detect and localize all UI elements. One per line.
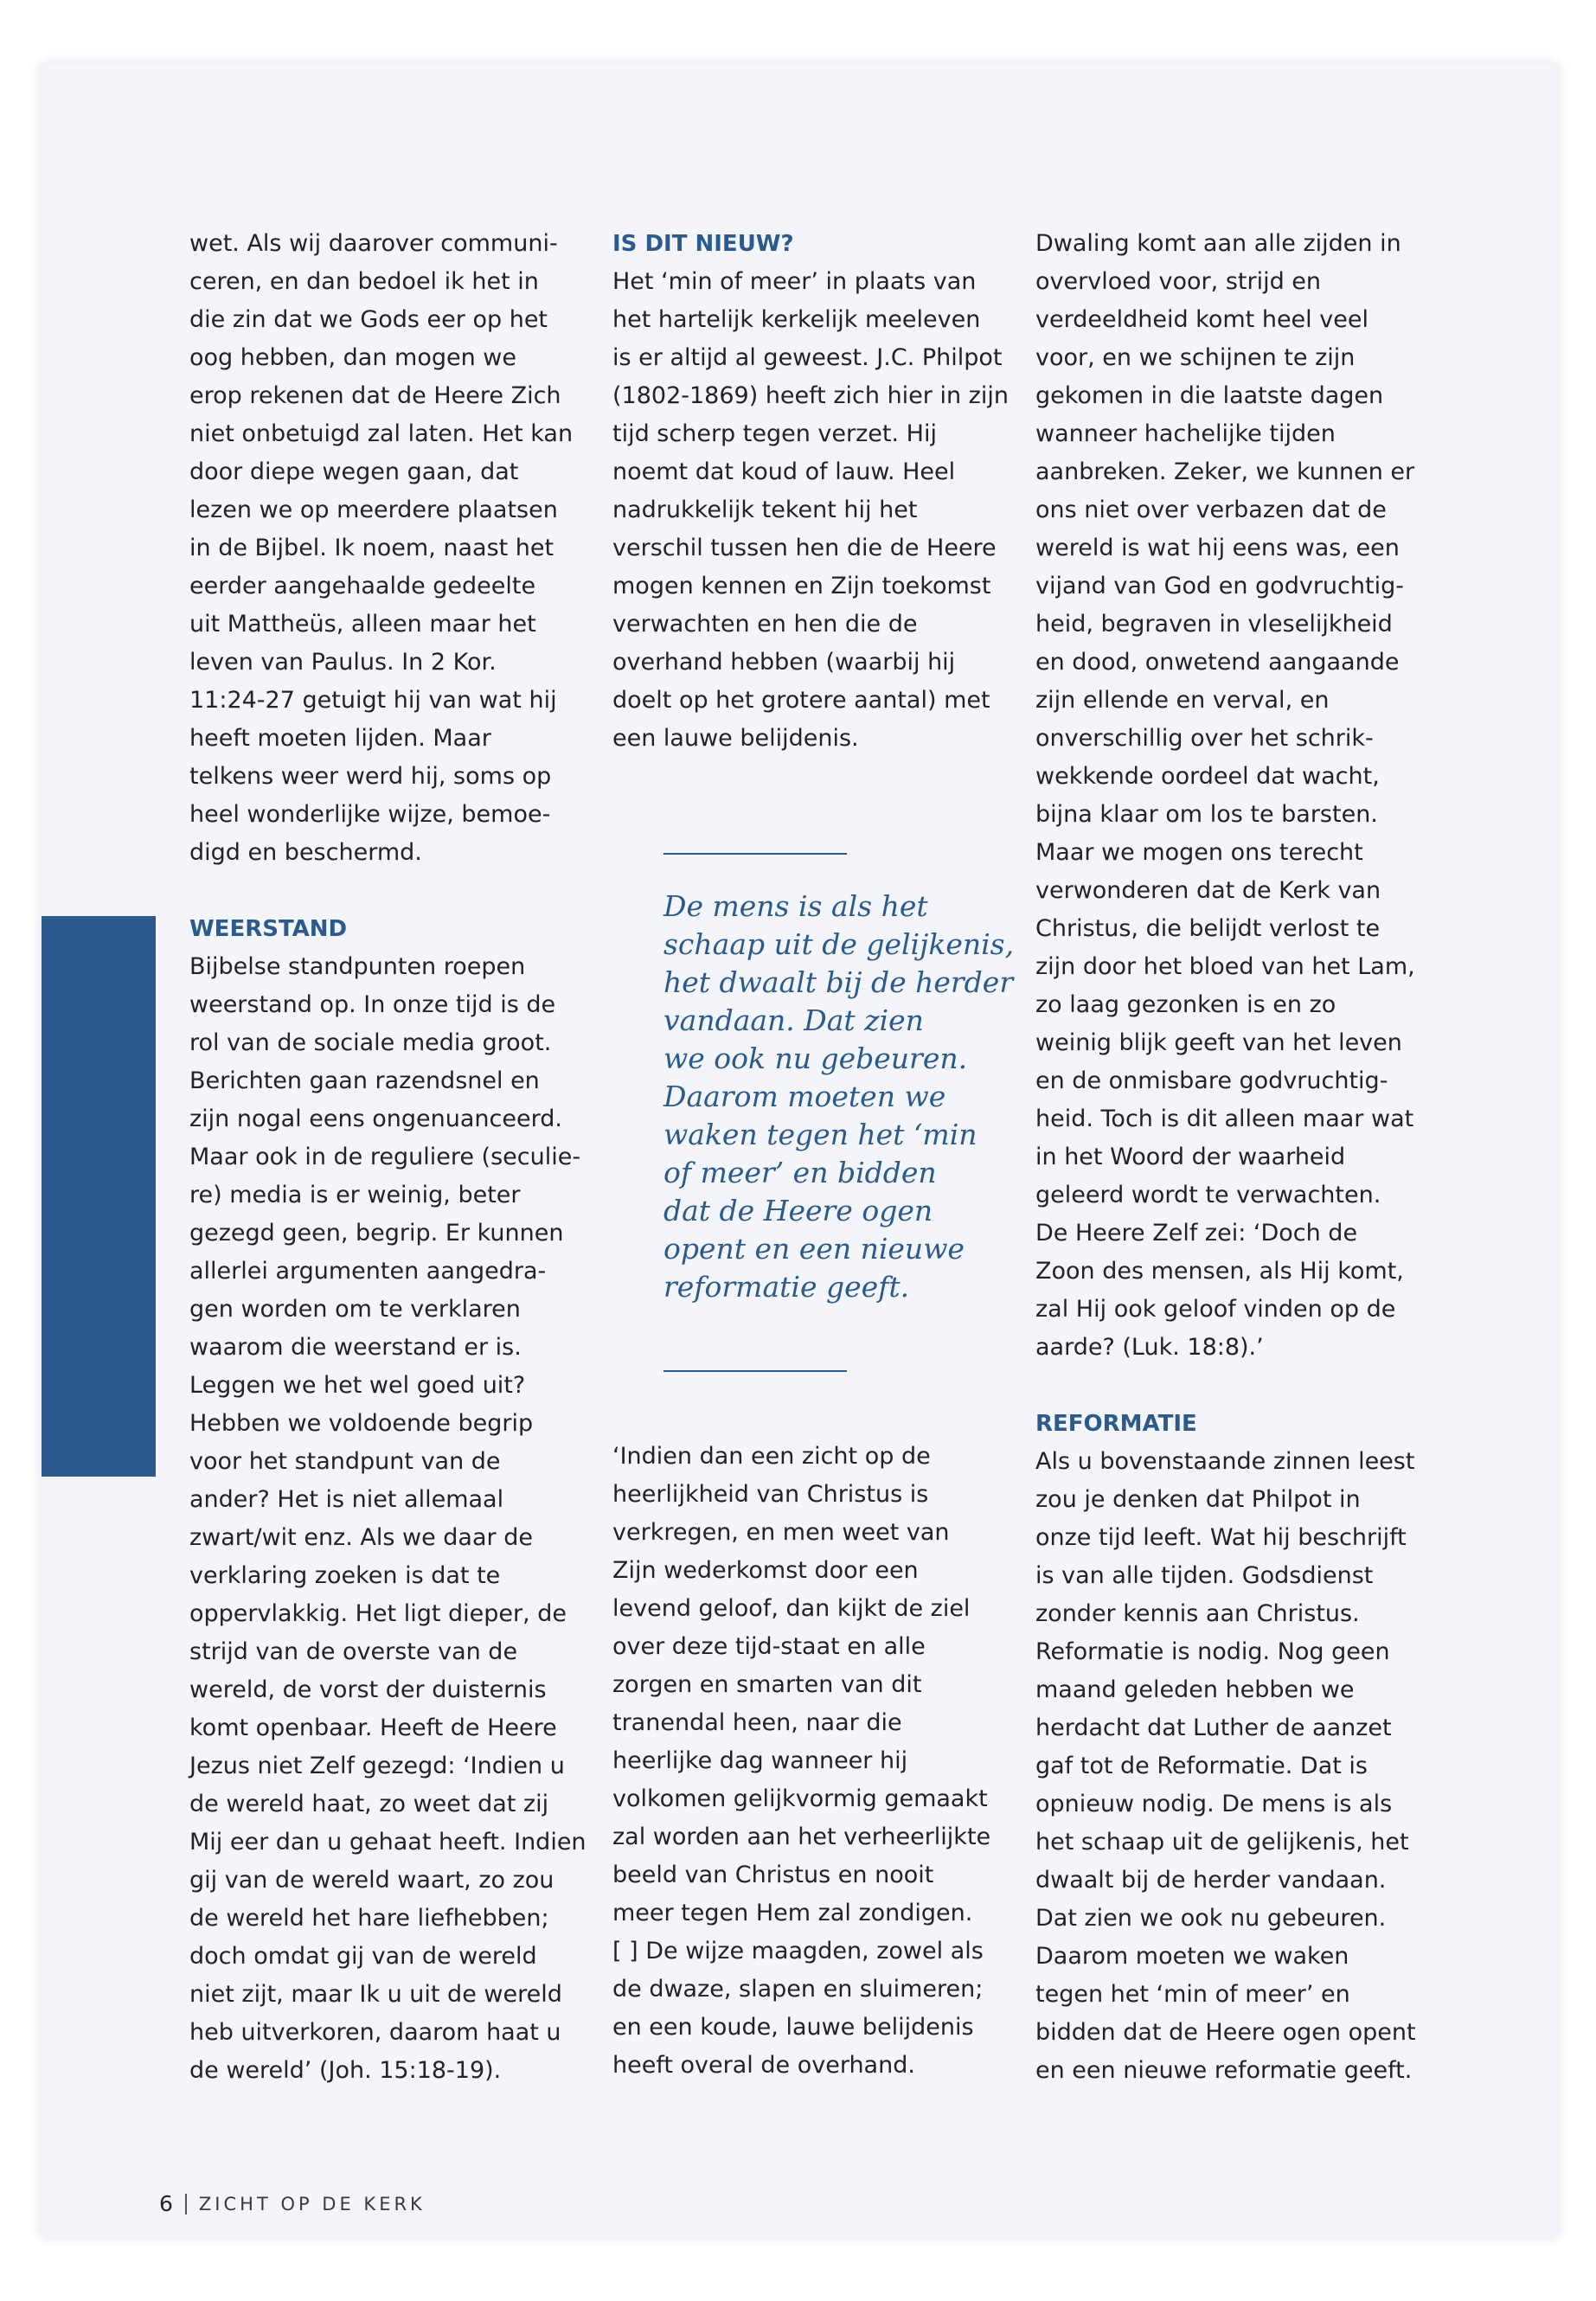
text-line: Dat zien we ook nu gebeuren.: [1035, 1905, 1387, 1932]
text-line: de dwaze, slapen en sluimeren;: [612, 1976, 984, 2003]
pull-quote-line: waken tegen het ‘min: [663, 1118, 977, 1151]
text-line: verschil tussen hen die de Heere: [612, 535, 997, 561]
text-line: Daarom moeten we waken: [1035, 1943, 1349, 1970]
text-line: herdacht dat Luther de aanzet: [1035, 1715, 1392, 1741]
paragraph-gap: [1035, 1367, 1433, 1405]
section-heading: REFORMATIE: [1035, 1411, 1197, 1437]
column-3: [1035, 225, 1433, 2090]
pull-quote: [663, 853, 1027, 1372]
page-number: 6: [159, 2191, 173, 2216]
text-line: tegen het ‘min of meer’ en: [1035, 1981, 1350, 2008]
text-line: Jezus niet Zelf gezegd: ‘Indien u: [189, 1753, 565, 1779]
paragraph-gap: [189, 872, 587, 910]
text-line: Dwaling komt aan alle zijden in: [1035, 230, 1401, 257]
column-1: [189, 225, 587, 2090]
text-line: heerlijke dag wanneer hij: [612, 1747, 908, 1774]
text-line: Leggen we het wel goed uit?: [189, 1372, 526, 1399]
text-line: verdeeldheid komt heel veel: [1035, 306, 1368, 333]
footer-separator: [185, 2194, 187, 2214]
text-line: door diepe wegen gaan, dat: [189, 458, 519, 485]
text-line: zo laag gezonken is en zo: [1035, 991, 1336, 1018]
text-line: wet. Als wij daarover communi-: [189, 230, 558, 257]
text-line: de wereld het hare liefhebben;: [189, 1905, 549, 1932]
text-line: heid. Toch is dit alleen maar wat: [1035, 1106, 1414, 1132]
text-line: tranendal heen, naar die: [612, 1709, 902, 1736]
text-line: zorgen en smarten van dit: [612, 1671, 922, 1698]
pull-quote-top-rule: [663, 853, 847, 855]
pull-quote-line: reformatie geeft.: [663, 1270, 910, 1304]
text-line: Hebben we voldoende begrip: [189, 1410, 534, 1437]
text-line: voor het standpunt van de: [189, 1448, 501, 1475]
text-line: zijn nogal eens ongenuanceerd.: [189, 1106, 562, 1132]
text-line: digd en beschermd.: [189, 839, 422, 866]
text-line: verwachten en hen die de: [612, 611, 918, 638]
text-line: niet zijt, maar Ik u uit de wereld: [189, 1981, 562, 2008]
text-line: wereld, de vorst der duisternis: [189, 1676, 547, 1703]
text-line: rol van de sociale media groot.: [189, 1029, 552, 1056]
pull-quote-line: opent en een nieuwe: [663, 1232, 965, 1266]
text-line: 11:24-27 getuigt hij van wat hij: [189, 687, 557, 714]
text-line: zijn door het bloed van het Lam,: [1035, 953, 1415, 980]
text-line: is van alle tijden. Godsdienst: [1035, 1562, 1374, 1589]
text-line: bijna klaar om los te barsten.: [1035, 801, 1378, 828]
text-line: zonder kennis aan Christus.: [1035, 1600, 1360, 1627]
text-line: waarom die weerstand er is.: [189, 1334, 522, 1361]
pull-quote-line: Daarom moeten we: [663, 1080, 946, 1113]
column-2-continued: [612, 1438, 1010, 2085]
text-line: in het Woord der waarheid: [1035, 1144, 1346, 1170]
pull-quote-line: we ook nu gebeuren.: [663, 1042, 968, 1075]
text-line: wekkende oordeel dat wacht,: [1035, 763, 1380, 790]
text-line: het hartelijk kerkelijk meeleven: [612, 306, 981, 333]
text-line: in de Bijbel. Ik noem, naast het: [189, 535, 554, 561]
text-line: Als u bovenstaande zinnen leest: [1035, 1448, 1415, 1475]
text-line: Zijn wederkomst door een: [612, 1557, 919, 1584]
accent-bar: [42, 916, 156, 1477]
section-heading: WEERSTAND: [189, 916, 348, 942]
text-line: Mij eer dan u gehaat heeft. Indien: [189, 1829, 586, 1856]
text-line: heel wonderlijke wijze, bemoe-: [189, 801, 551, 828]
text-line: heeft moeten lijden. Maar: [189, 725, 491, 752]
text-line: volkomen gelijkvormig gemaakt: [612, 1785, 988, 1812]
text-line: ‘Indien dan een zicht op de: [612, 1443, 931, 1470]
text-line: levend geloof, dan kijkt de ziel: [612, 1595, 971, 1622]
text-line: strijd van de overste van de: [189, 1638, 518, 1665]
text-line: zal Hij ook geloof vinden op de: [1035, 1296, 1396, 1323]
text-line: noemt dat koud of lauw. Heel: [612, 458, 956, 485]
text-line: is er altijd al geweest. J.C. Philpot: [612, 344, 1003, 371]
text-line: [ ] De wijze maagden, zowel als: [612, 1938, 984, 1965]
text-line: aarde? (Luk. 18:8).’: [1035, 1334, 1264, 1361]
text-line: komt openbaar. Heeft de Heere: [189, 1715, 557, 1741]
pull-quote-line: schaap uit de gelijkenis,: [663, 927, 1015, 961]
text-line: Reformatie is nodig. Nog geen: [1035, 1638, 1390, 1665]
pull-quote-bottom-rule: [663, 1370, 847, 1372]
pull-quote-line: of meer’ en bidden: [663, 1156, 937, 1189]
text-line: die zin dat we Gods eer op het: [189, 306, 548, 333]
text-line: doch omdat gij van de wereld: [189, 1943, 537, 1970]
text-line: onze tijd leeft. Wat hij beschrijft: [1035, 1524, 1407, 1551]
text-line: niet onbetuigd zal laten. Het kan: [189, 420, 574, 447]
column-2: [612, 225, 1010, 758]
text-line: gen worden om te verklaren: [189, 1296, 521, 1323]
text-line: ander? Het is niet allemaal: [189, 1486, 504, 1513]
text-line: over deze tijd-staat en alle: [612, 1633, 926, 1660]
pull-quote-line: dat de Heere ogen: [663, 1194, 933, 1227]
text-line: doelt op het grotere aantal) met: [612, 687, 990, 714]
text-line: de wereld haat, zo weet dat zij: [189, 1791, 549, 1817]
text-line: uit Mattheüs, alleen maar het: [189, 611, 536, 638]
text-line: dwaalt bij de herder vandaan.: [1035, 1867, 1387, 1894]
text-line: verwonderen dat de Kerk van: [1035, 877, 1381, 904]
text-line: en een nieuwe reformatie geeft.: [1035, 2057, 1413, 2084]
text-line: geleerd wordt te verwachten.: [1035, 1182, 1381, 1208]
text-line: heerlijkheid van Christus is: [612, 1481, 929, 1508]
text-line: gekomen in die laatste dagen: [1035, 382, 1384, 409]
text-line: wereld is wat hij eens was, een: [1035, 535, 1400, 561]
text-line: Het ‘min of meer’ in plaats van: [612, 268, 977, 295]
text-line: Maar ook in de reguliere (seculie-: [189, 1144, 581, 1170]
text-line: het schaap uit de gelijkenis, het: [1035, 1829, 1409, 1856]
text-line: erop rekenen dat de Heere Zich: [189, 382, 561, 409]
text-line: gij van de wereld waart, zo zou: [189, 1867, 554, 1894]
text-line: zal worden aan het verheerlijkte: [612, 1823, 991, 1850]
text-line: Christus, die belijdt verlost te: [1035, 915, 1381, 942]
text-line: maand geleden hebben we: [1035, 1676, 1355, 1703]
text-line: eerder aangehaalde gedeelte: [189, 573, 536, 599]
pull-quote-line: het dwaalt bij de herder: [663, 965, 1014, 999]
text-line: en de onmisbare godvruchtig-: [1035, 1067, 1388, 1094]
text-line: bidden dat de Heere ogen opent: [1035, 2019, 1416, 2046]
text-line: mogen kennen en Zijn toekomst: [612, 573, 991, 599]
section-heading: IS DIT NIEUW?: [612, 231, 794, 257]
text-line: weerstand op. In onze tijd is de: [189, 991, 556, 1018]
text-line: gaf tot de Reformatie. Dat is: [1035, 1753, 1368, 1779]
text-line: overhand hebben (waarbij hij: [612, 649, 956, 676]
page-footer: [159, 2189, 426, 2219]
text-line: zwart/wit enz. Als we daar de: [189, 1524, 533, 1551]
text-line: meer tegen Hem zal zondigen.: [612, 1900, 973, 1926]
text-line: wanneer hachelijke tijden: [1035, 420, 1336, 447]
text-line: vijand van God en godvruchtig-: [1035, 573, 1404, 599]
text-line: Zoon des mensen, als Hij komt,: [1035, 1258, 1404, 1285]
text-line: heb uitverkoren, daarom haat u: [189, 2019, 561, 2046]
text-line: nadrukkelijk tekent hij het: [612, 497, 918, 523]
text-line: telkens weer werd hij, soms op: [189, 763, 552, 790]
text-line: weinig blijk geeft van het leven: [1035, 1029, 1402, 1056]
text-line: aanbreken. Zeker, we kunnen er: [1035, 458, 1415, 485]
text-line: opnieuw nodig. De mens is als: [1035, 1791, 1393, 1817]
text-line: en een koude, lauwe belijdenis: [612, 2014, 974, 2041]
text-line: Berichten gaan razendsnel en: [189, 1067, 540, 1094]
text-line: verkregen, en men weet van: [612, 1519, 950, 1546]
magazine-title: ZICHT OP DE KERK: [198, 2194, 426, 2214]
text-line: zijn ellende en verval, en: [1035, 687, 1330, 714]
text-line: gezegd geen, begrip. Er kunnen: [189, 1220, 564, 1247]
pull-quote-line: De mens is als het: [663, 889, 928, 923]
text-line: Maar we mogen ons terecht: [1035, 839, 1363, 866]
text-line: een lauwe belijdenis.: [612, 725, 859, 752]
text-line: heeft overal de overhand.: [612, 2052, 915, 2079]
text-line: verklaring zoeken is dat te: [189, 1562, 501, 1589]
pull-quote-text: [663, 888, 1027, 1306]
text-line: oog hebben, dan mogen we: [189, 344, 516, 371]
text-line: ceren, en dan bedoel ik het in: [189, 268, 539, 295]
text-line: Bijbelse standpunten roepen: [189, 953, 526, 980]
text-line: re) media is er weinig, beter: [189, 1182, 521, 1208]
pull-quote-line: vandaan. Dat zien: [663, 1003, 924, 1037]
text-line: (1802-1869) heeft zich hier in zijn: [612, 382, 1009, 409]
text-line: voor, en we schijnen te zijn: [1035, 344, 1356, 371]
text-line: De Heere Zelf zei: ‘Doch de: [1035, 1220, 1358, 1247]
text-line: tijd scherp tegen verzet. Hij: [612, 420, 937, 447]
text-line: en dood, onwetend aangaande: [1035, 649, 1400, 676]
text-line: zou je denken dat Philpot in: [1035, 1486, 1361, 1513]
text-line: ons niet over verbazen dat de: [1035, 497, 1387, 523]
text-line: lezen we op meerdere plaatsen: [189, 497, 558, 523]
text-line: oppervlakkig. Het ligt dieper, de: [189, 1600, 567, 1627]
text-line: onverschillig over het schrik-: [1035, 725, 1374, 752]
text-line: leven van Paulus. In 2 Kor.: [189, 649, 497, 676]
text-line: de wereld’ (Joh. 15:18-19).: [189, 2057, 502, 2084]
text-line: heid, begraven in vleselijkheid: [1035, 611, 1393, 638]
text-line: overvloed voor, strijd en: [1035, 268, 1322, 295]
text-line: allerlei argumenten aangedra-: [189, 1258, 547, 1285]
text-line: beeld van Christus en nooit: [612, 1862, 934, 1888]
